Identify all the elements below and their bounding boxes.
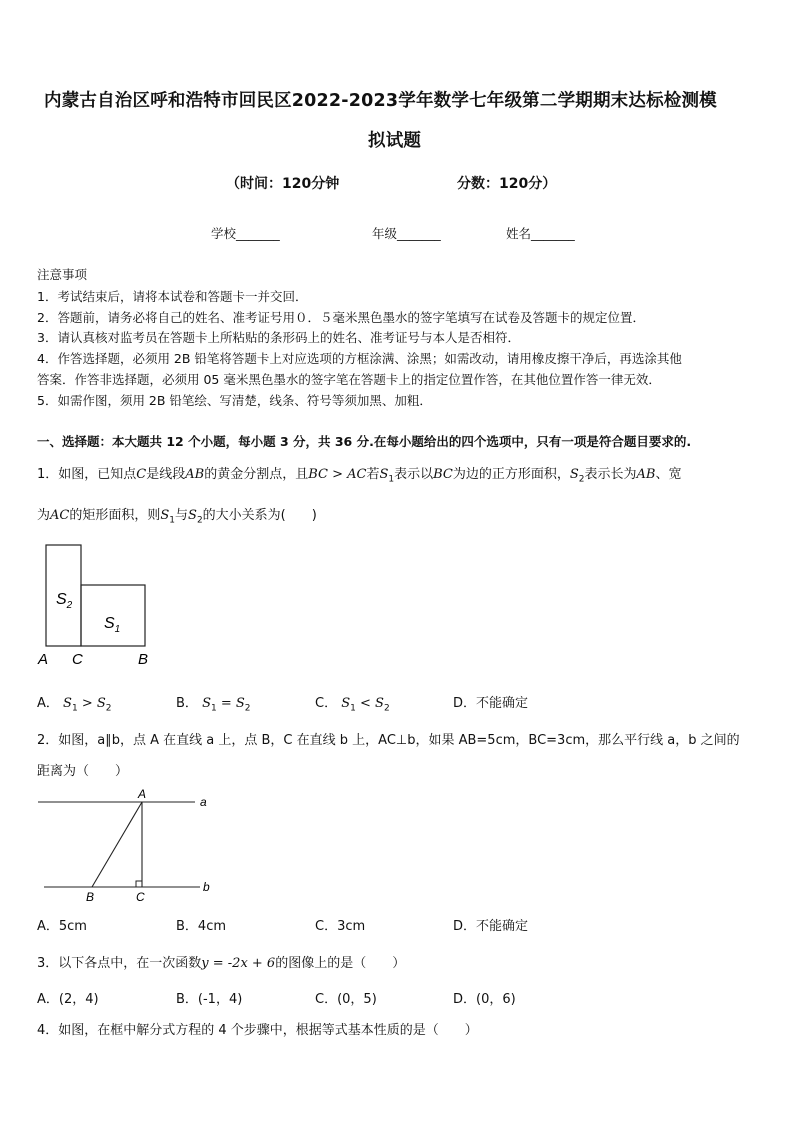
label-s2: $S_2$ bbox=[56, 591, 73, 611]
question-2-line2: 距离为（ ） bbox=[37, 764, 129, 779]
label-point-b: B bbox=[86, 890, 95, 904]
name-field[interactable]: 姓名_______ bbox=[506, 226, 575, 241]
q1-option-a[interactable]: A． $S_1 > S_2$ bbox=[37, 696, 112, 714]
question-2-line1: 2．如图，a∥b，点 A 在直线 a 上，点 B，C 在直线 b 上，AC⊥b，如果 AB=5cm，BC=3cm，那么平行线 a，b 之间的 bbox=[37, 733, 740, 748]
label-line-a: a bbox=[200, 795, 207, 809]
exam-time: （时间：120分钟 bbox=[226, 176, 340, 192]
q1-option-b[interactable]: B． $S_1 = S_2$ bbox=[176, 696, 251, 714]
section-heading: 一、选择题：本大题共 12 个小题，每小题 3 分，共 36 分.在每小题给出的四个选项中，只有一项是符合题目要求的. bbox=[37, 434, 692, 449]
page-title-line2: 拟试题 bbox=[368, 131, 422, 151]
q2-option-a[interactable]: A．5cm bbox=[37, 919, 87, 934]
label-line-b: b bbox=[203, 880, 210, 894]
label-point-a: A bbox=[138, 787, 147, 801]
segment-ab bbox=[92, 802, 142, 887]
q3-option-d[interactable]: D．(0，6) bbox=[453, 992, 516, 1007]
q2-option-c[interactable]: C．3cm bbox=[315, 919, 366, 934]
q3-option-a[interactable]: A．(2，4) bbox=[37, 992, 99, 1007]
right-angle-mark bbox=[136, 881, 142, 887]
question-4: 4．如图，在框中解分式方程的 4 个步骤中，根据等式基本性质的是（ ） bbox=[37, 1023, 478, 1038]
page-title-line1: 内蒙古自治区呼和浩特市回民区2022-2023学年数学七年级第二学期期末达标检测模 bbox=[44, 91, 717, 111]
note-item: 4．作答选择题，必须用 2B 铅笔将答题卡上对应选项的方框涂满、涂黑；如需改动，请用橡皮擦干净后，再选涂其他 bbox=[37, 351, 682, 366]
q2-option-d[interactable]: D．不能确定 bbox=[453, 919, 529, 934]
label-point-c: C bbox=[136, 890, 145, 904]
label-point-b: B bbox=[138, 651, 149, 668]
note-item: 1．考试结束后，请将本试卷和答题卡一并交回． bbox=[37, 289, 308, 304]
q1-option-c[interactable]: C． $S_1 < S_2$ bbox=[315, 696, 390, 714]
q2-option-b[interactable]: B．4cm bbox=[176, 919, 227, 934]
q1-option-d[interactable]: D．不能确定 bbox=[453, 696, 529, 711]
grade-field[interactable]: 年级_______ bbox=[372, 226, 441, 241]
notes-heading: 注意事项 bbox=[37, 267, 88, 282]
question-1-line2: 为AC的矩形面积，则$S_1$与$S_2$的大小关系为( ) bbox=[37, 508, 317, 526]
label-point-a: A bbox=[38, 651, 49, 668]
note-item: 3．请认真核对监考员在答题卡上所粘贴的条形码上的姓名、准考证号与本人是否相符． bbox=[37, 330, 520, 345]
label-point-c: C bbox=[72, 651, 83, 668]
note-item: 答案．作答非选择题，必须用 05 毫米黑色墨水的签字笔在答题卡上的指定位置作答，在其他位置作答一律无效． bbox=[37, 372, 661, 387]
school-field[interactable]: 学校_______ bbox=[211, 226, 280, 241]
note-item: 5．如需作图，须用 2B 铅笔绘、写清楚，线条、符号等须加黑、加粗． bbox=[37, 393, 432, 408]
question-3: 3．以下各点中，在一次函数y = -2x + 6的图像上的是（ ） bbox=[37, 956, 406, 971]
q3-option-c[interactable]: C．(0，5) bbox=[315, 992, 377, 1007]
question-1-line1: 1．如图，已知点C是线段AB的黄金分割点，且BC > AC若$S_1$表示以BC为边的正方形面积，$S_2$表示长为AB、宽 bbox=[37, 467, 682, 485]
label-s1: $S_1$ bbox=[104, 615, 121, 635]
note-item: 2．答题前，请务必将自己的姓名、准考证号用０．５毫米黑色墨水的签字笔填写在试卷及答题卡的规定位置． bbox=[37, 310, 645, 325]
question-1-figure bbox=[30, 540, 170, 670]
exam-score: 分数：120分） bbox=[457, 176, 557, 192]
q3-option-b[interactable]: B．(-1，4) bbox=[176, 992, 243, 1007]
question-2-figure bbox=[30, 785, 220, 910]
